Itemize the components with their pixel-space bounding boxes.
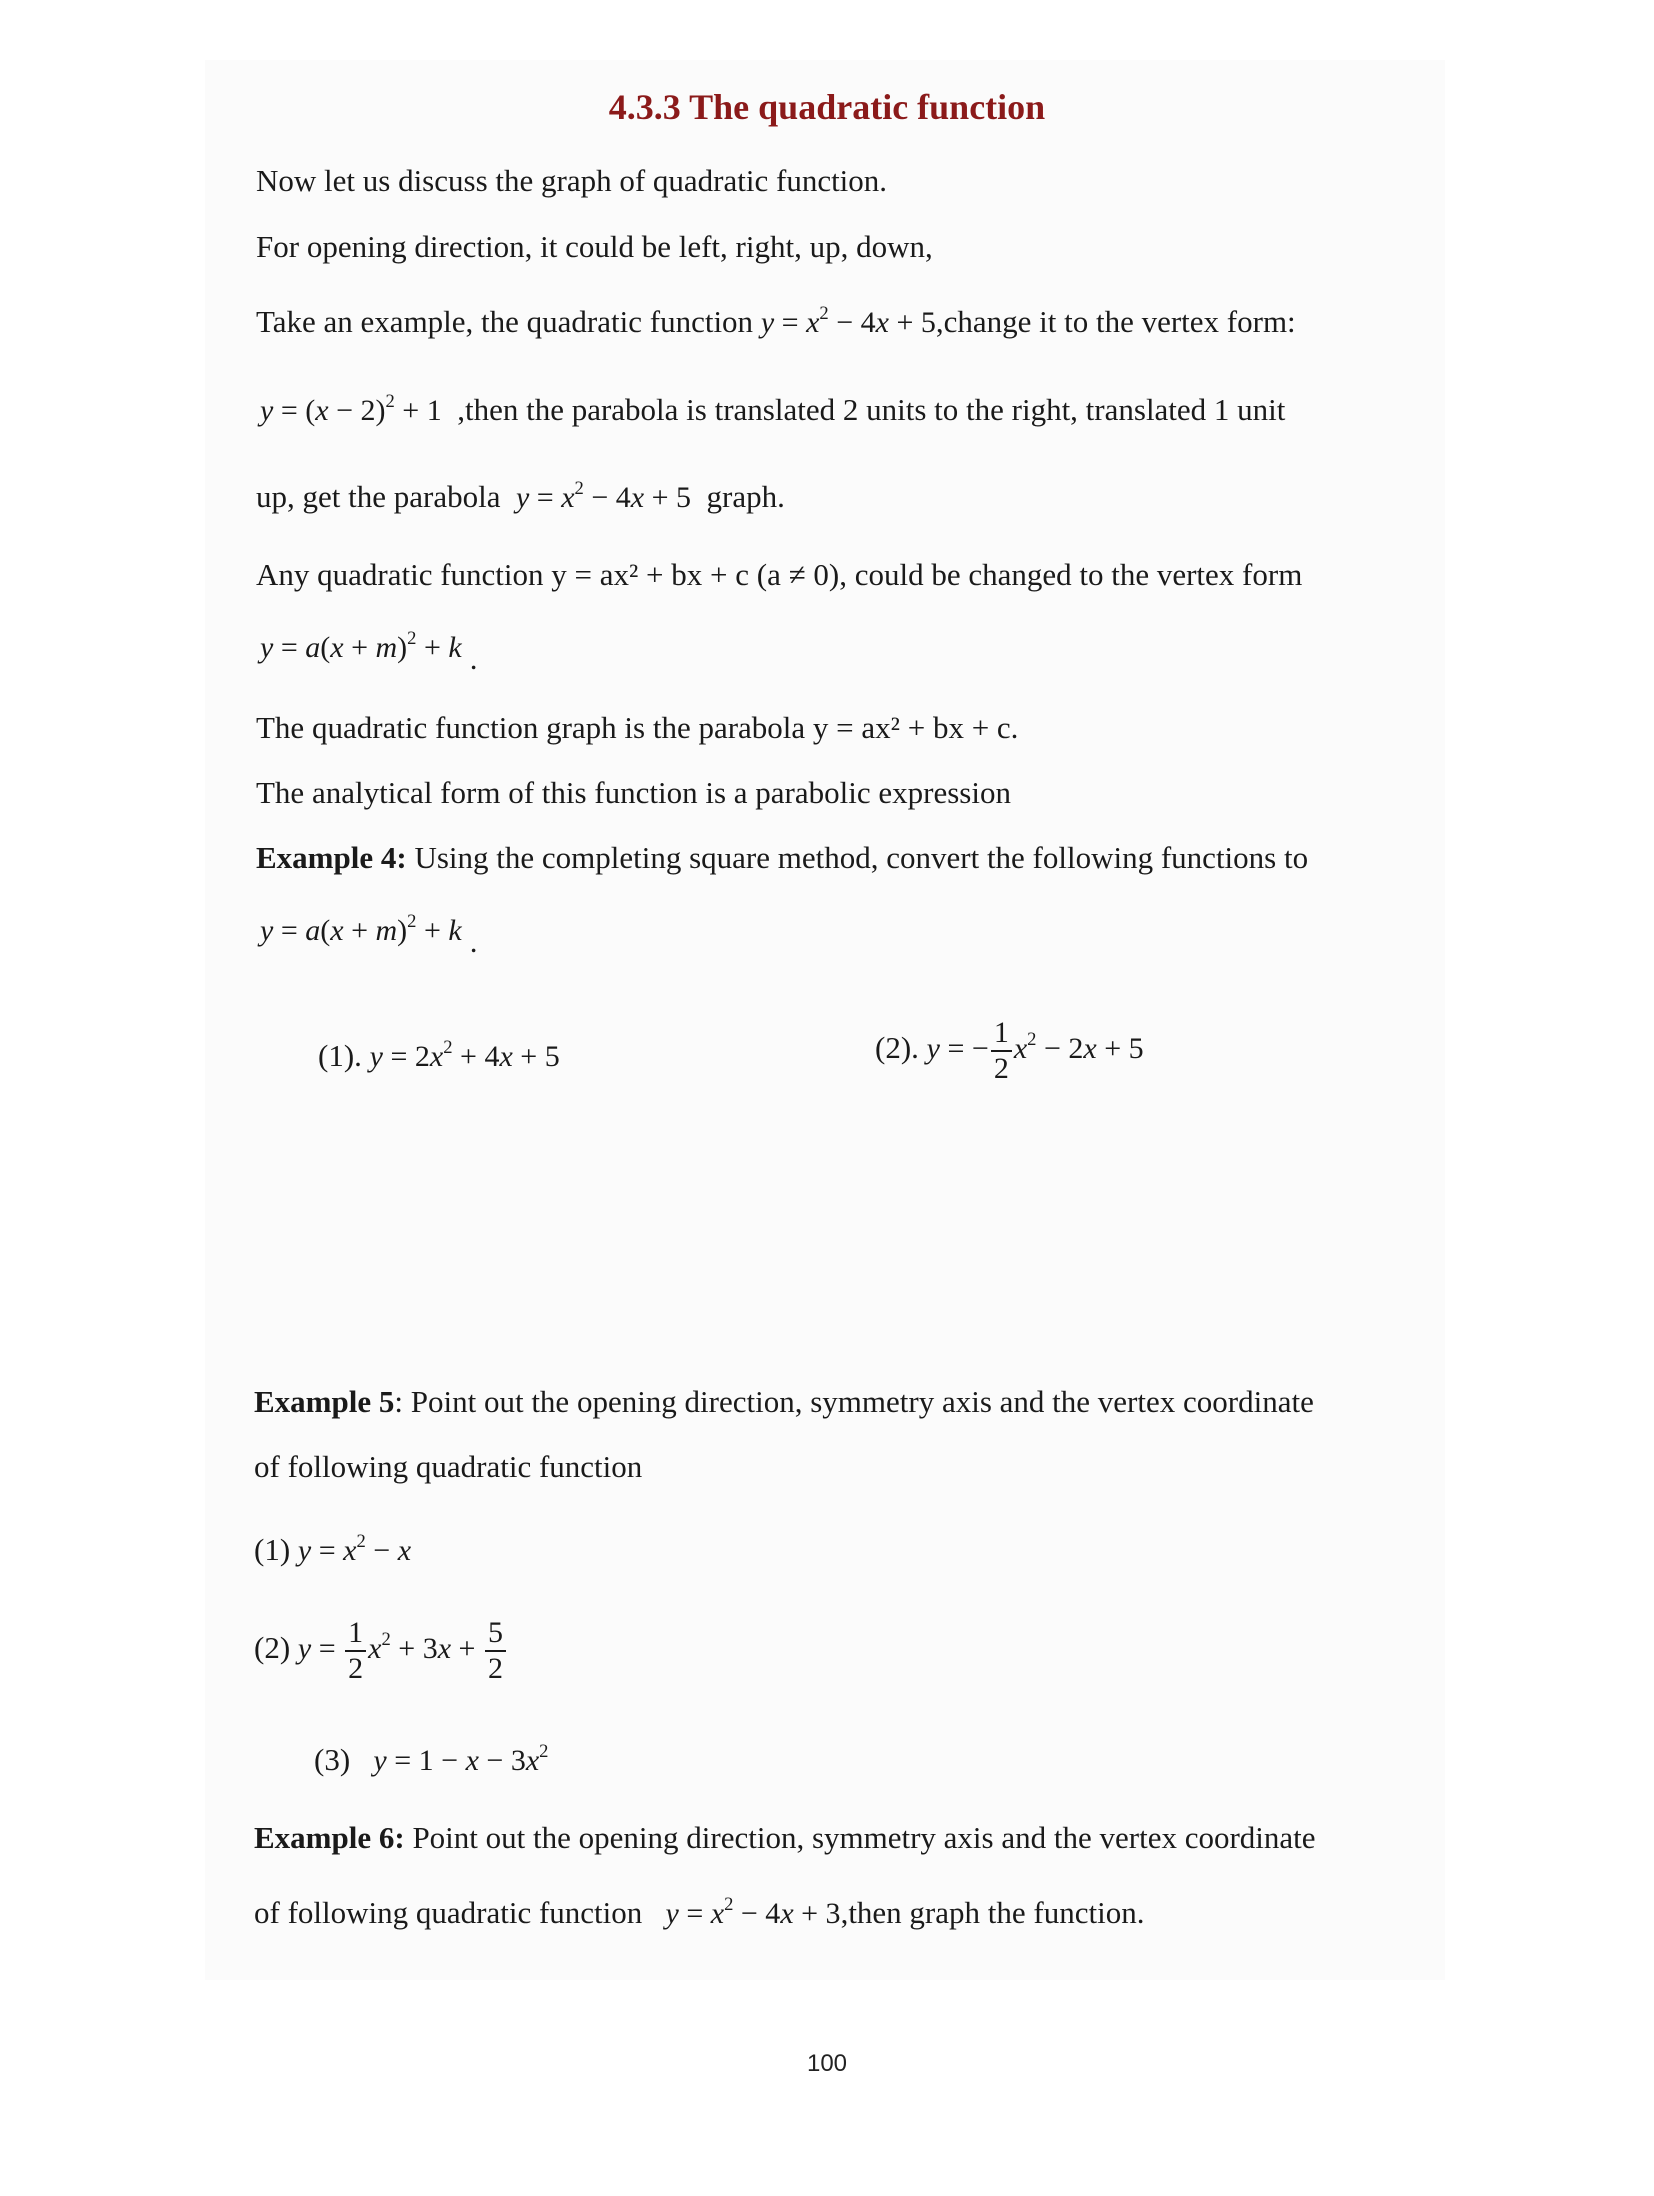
intro-line-2: For opening direction, it could be left, right, up, down,	[256, 229, 933, 264]
section-title: 4.3.3 The quadratic function	[608, 87, 1046, 127]
example-5-item-2: (2) y = $\frac{1}{2}$ $x^2 + 3x$ + $\frac{5}{2}$	[254, 1610, 508, 1687]
intro-line-3	[256, 302, 1296, 343]
example-6-equation: $y = x^2 - 4x + 3$	[665, 1893, 841, 1930]
equation-standard: $y = x^2 - 4x + 5$	[760, 302, 936, 339]
intro-line-5-text: up, get the parabola	[256, 479, 501, 514]
example-5-item-1-label: (1)	[254, 1532, 291, 1567]
example-4-item-2: (2). y = − $\frac{1}{2}$ $x^2 - 2x + 5$	[875, 1016, 1144, 1086]
intro-line-5-tail: graph.	[706, 479, 785, 514]
example-6-text-2-start: of following quadratic function	[254, 1895, 643, 1930]
intro-line-8: The quadratic function graph is the parabola y = ax² + bx + c.	[256, 710, 1019, 745]
equation-vertex-form: $y = (x - 2)^2 + 1$	[260, 390, 442, 427]
example-5-label: Example 5	[254, 1384, 395, 1419]
intro-line-3-text: Take an example, the quadratic function	[256, 304, 754, 339]
example-5-text-2: of following quadratic function	[254, 1449, 643, 1484]
intro-line-6: Any quadratic function y = ax² + bx + c (a ≠ 0), could be changed to the vertex form	[256, 557, 1303, 592]
example-4-item-2-label: (2).	[875, 1030, 919, 1065]
example-5-heading	[254, 1382, 1314, 1422]
example-6-heading	[254, 1818, 1316, 1858]
intro-line-5	[256, 477, 785, 518]
intro-line-4-text: ,then the parabola is translated 2 units to the right, translated 1 unit	[457, 392, 1286, 427]
example-4-text: Using the completing square method, convert the following functions to	[406, 840, 1309, 875]
page-sheet	[205, 60, 1445, 1980]
vertex-form-general-2: $y = a(x + m)^2 + k$ .	[260, 910, 478, 959]
example-5-item-1: (1) $y = x^2 - x$	[254, 1530, 412, 1567]
example-4-label: Example 4:	[256, 840, 407, 875]
intro-line-3-tail: ,change it to the vertex form:	[935, 304, 1296, 339]
example-6-text-2-end: ,then graph the function.	[840, 1895, 1145, 1930]
example-6-text: Point out the opening direction, symmetry axis and the vertex coordinate	[404, 1820, 1316, 1855]
example-6-label: Example 6:	[254, 1820, 405, 1855]
intro-line-4	[260, 390, 1285, 431]
page-number: 100	[806, 2050, 848, 2077]
example-5-text: : Point out the opening direction, symmetry axis and the vertex coordinate	[394, 1384, 1314, 1419]
intro-line-1: Now let us discuss the graph of quadratic function.	[256, 163, 888, 198]
example-5-item-2-label: (2)	[254, 1630, 291, 1665]
example-4-item-1: (1). $y = 2x^2 + 4x + 5$	[318, 1036, 560, 1073]
example-5-item-3-label: (3)	[314, 1742, 351, 1777]
equation-parabola: $y = x^2 - 4x + 5$	[515, 477, 692, 514]
example-6-text-2	[254, 1893, 1144, 1934]
example-4-item-1-label: (1).	[318, 1038, 362, 1073]
example-5-item-3: (3) $y = 1 - x - 3x^2$	[314, 1740, 549, 1777]
example-4-heading	[256, 838, 1308, 878]
vertex-form-general-1: $y = a(x + m)^2 + k$ .	[260, 627, 478, 676]
intro-line-9: The analytical form of this function is a parabolic expression	[256, 775, 1011, 810]
